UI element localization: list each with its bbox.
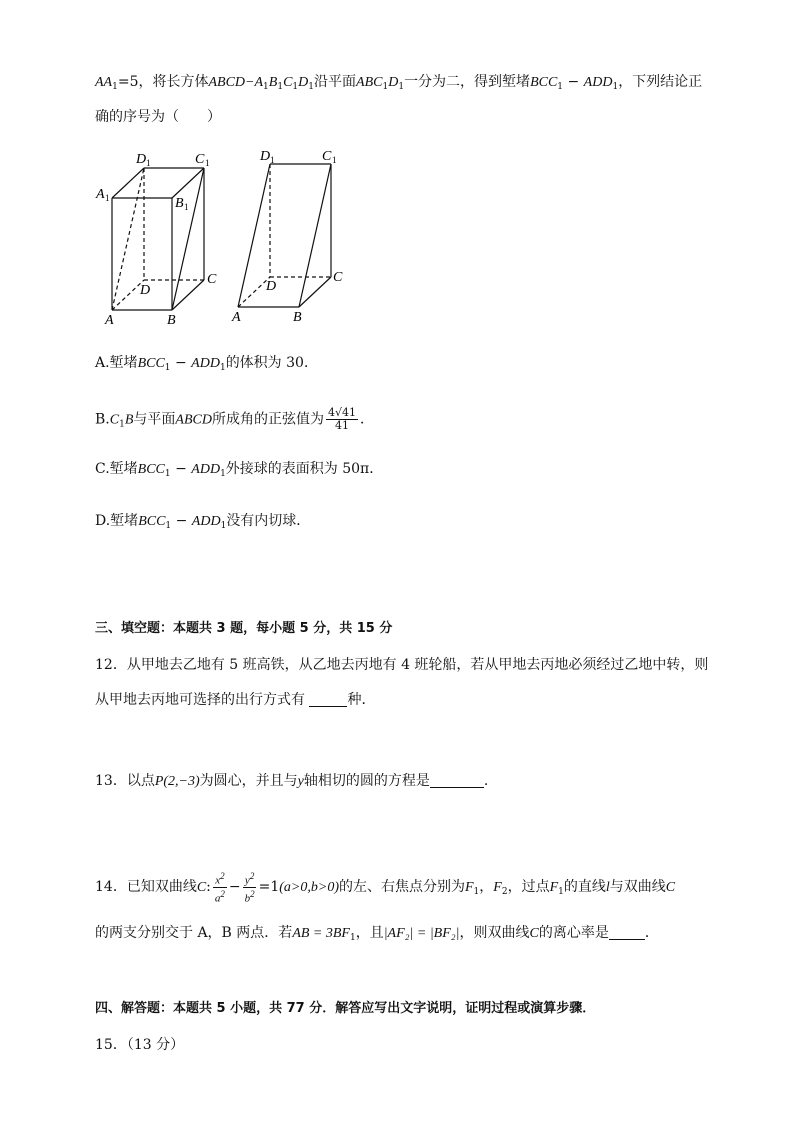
q14-curve-again: C	[665, 880, 676, 896]
option-b-tail: 所成角的正弦值为	[211, 411, 324, 428]
q14-abs-eq: |AF₂| = |BF₂|	[383, 926, 460, 941]
label-a: A	[105, 313, 114, 328]
option-b-c1: C	[109, 412, 120, 428]
label-c1-right-sub: 1	[332, 155, 337, 165]
label-c1-right: C	[322, 149, 332, 164]
q14-line-l: l	[605, 880, 610, 896]
q14-text-4: 与双曲线	[609, 879, 666, 896]
q13	[95, 772, 488, 791]
q12-blank[interactable]	[309, 692, 347, 707]
label-c: C	[207, 272, 217, 287]
option-c-solid-2: ADD	[191, 462, 221, 477]
label-b1-sub: 1	[184, 202, 189, 212]
q14-prefix: 14．已知双曲线	[95, 879, 197, 896]
intro-line-1: $AA_1=5$，将长方体$ABCD-A_1B_1C_1D_1$沿平面$ABC_1D_1$一分为二，得到堑堵$BCC_1 - ADD_1$，下列结论正	[95, 74, 703, 92]
option-b-fraction	[326, 407, 358, 432]
option-a-solid-2: ADD	[191, 356, 220, 371]
cuboid-figure	[0, 0, 794, 340]
q13-prefix: 13．以点	[95, 773, 155, 789]
plane-name: ABC	[356, 75, 383, 90]
q14-condition: (a>0,b>0)	[279, 880, 339, 896]
option-d-solid-1: BCC	[138, 514, 166, 529]
label-a1: A	[96, 187, 105, 202]
solid-name: BCC	[530, 75, 558, 90]
q14-f2: F	[493, 880, 502, 896]
q14-frac-x: $\frac{x^2}{a^2}$	[214, 871, 225, 905]
intro-text-1: =5，将长方体	[117, 74, 209, 90]
section-4-title: 四、解答题：本题共 5 小题，共 77 分．解答应写出文字说明，证明过程或演算步骤．	[95, 1001, 596, 1016]
q13-text-1: 为圆心，并且与	[199, 773, 298, 789]
q13-text-2: 轴相切的圆的方程是	[303, 773, 430, 789]
q14-f1: F	[464, 880, 474, 896]
section-3-title: 三、填空题：本题共 3 题，每小题 5 分，共 15 分	[95, 621, 393, 636]
fraction-numerator: 4√41	[327, 406, 356, 419]
q13-end: .	[483, 773, 489, 789]
option-c-suffix: 外接球的表面积为 50π．	[225, 461, 384, 477]
q14-eq-tail: =1	[258, 879, 280, 896]
q14-text-8: 的离心率是	[538, 925, 609, 941]
q14-blank[interactable]	[609, 925, 645, 940]
q13-axis: y	[297, 774, 304, 789]
option-b-plane: ABCD	[175, 412, 212, 428]
option-c: C.堑堵$BCC_1 - ADD_1$外接球的表面积为 50π．	[95, 461, 384, 479]
q14-text-5: 的两支分别交于 A，B 两点．若	[95, 925, 293, 941]
q13-blank[interactable]	[430, 773, 484, 788]
cuboid-right	[238, 164, 331, 307]
q14-end: ．	[644, 925, 659, 941]
option-d-suffix: 没有内切球．	[226, 513, 311, 529]
label-a-right: A	[232, 310, 241, 325]
option-d: D.堑堵$BCC_1 - ADD_1$没有内切球．	[95, 513, 311, 531]
q14-vector-eq: AB = 3BF	[292, 926, 350, 941]
q12-text: 从甲地去丙地可选择的出行方式有	[95, 692, 310, 708]
option-c-solid-1: BCC	[137, 462, 165, 477]
q14-text-2: ，过点	[507, 879, 550, 896]
fraction-denominator: 41	[334, 419, 349, 432]
intro-text-3: 一分为二，得到堑堵	[404, 74, 531, 90]
label-a1-sub: 1	[105, 193, 110, 203]
cuboid-left	[112, 168, 204, 310]
option-b-mid: 与平面	[133, 411, 176, 428]
label-d: D	[140, 283, 151, 298]
q14-text-7: ，则双曲线	[459, 925, 530, 941]
option-b-prefix: B.	[95, 411, 110, 428]
q15-label: 15．（13 分）	[95, 1037, 185, 1053]
label-d1: D	[136, 152, 147, 167]
q14-line-1: 14．已知双曲线C: $\frac{x^2}{a^2}$ − $\frac{y^2}{b^2}$ =1(a>0,b>0)的左、右焦点分别为$F_1$，$F_2$，过点$F_1$的直线l与双曲线C	[95, 871, 676, 905]
label-c-right: C	[333, 270, 343, 285]
q13-point: P(2,−3)	[154, 774, 200, 789]
q14-line-2: 的两支分别交于 A，B 两点．若AB = $3BF_1$，且|AF₂| = |BF₂|，则双曲线C的离心率是 ．	[95, 925, 659, 943]
q14-text-1: 的左、右焦点分别为	[338, 879, 465, 896]
option-d-solid-2: ADD	[191, 514, 221, 529]
intro-text-4: ，下列结论正	[618, 74, 703, 90]
q14-curve-3: C	[529, 926, 539, 941]
intro-line-2: 确的序号为（ ）	[95, 109, 221, 125]
q14-frac-y: $\frac{y^2}{b^2}$	[244, 871, 255, 905]
option-a-suffix: 的体积为 30．	[225, 355, 318, 371]
label-b-right: B	[293, 310, 302, 325]
label-c1: C	[195, 152, 205, 167]
label-d1-sub: 1	[146, 158, 151, 168]
option-c-prefix: C.堑堵	[95, 461, 138, 477]
q14-text-6: ，且	[355, 925, 384, 941]
option-d-prefix: D.堑堵	[95, 513, 139, 529]
q14-curve: C	[196, 880, 207, 896]
label-b: B	[167, 313, 176, 328]
option-a-prefix: A.堑堵	[95, 355, 138, 371]
q12-line-2	[95, 691, 375, 709]
option-b: $B.C_1B$与平面ABCD所成角的正弦值为 $\frac{4√41}{41}$ ．	[95, 406, 374, 432]
option-a-solid-1: BCC	[137, 356, 165, 371]
option-b-end: ．	[359, 411, 374, 428]
option-a: A.堑堵$BCC_1 - ADD_1$的体积为 30．	[95, 355, 318, 373]
q14-text-3: 的直线	[563, 879, 606, 896]
q12-line-1: 12．从甲地去乙地有 5 班高铁，从乙地去丙地有 4 班轮船，若从甲地去丙地必须经过乙地中转，则	[95, 657, 709, 673]
intro-text-2: 沿平面	[314, 74, 357, 90]
cuboid-name: ABCD−A	[208, 75, 264, 90]
label-c1-sub: 1	[205, 158, 210, 168]
intro-aa1: AA	[95, 75, 113, 90]
q14-f1-again: F	[549, 880, 559, 896]
label-b1: B	[175, 196, 184, 211]
label-d-right: D	[266, 279, 277, 294]
label-d1-right: D	[260, 149, 271, 164]
label-d1-right-sub: 1	[270, 155, 275, 165]
q12-unit: 种．	[347, 692, 376, 708]
